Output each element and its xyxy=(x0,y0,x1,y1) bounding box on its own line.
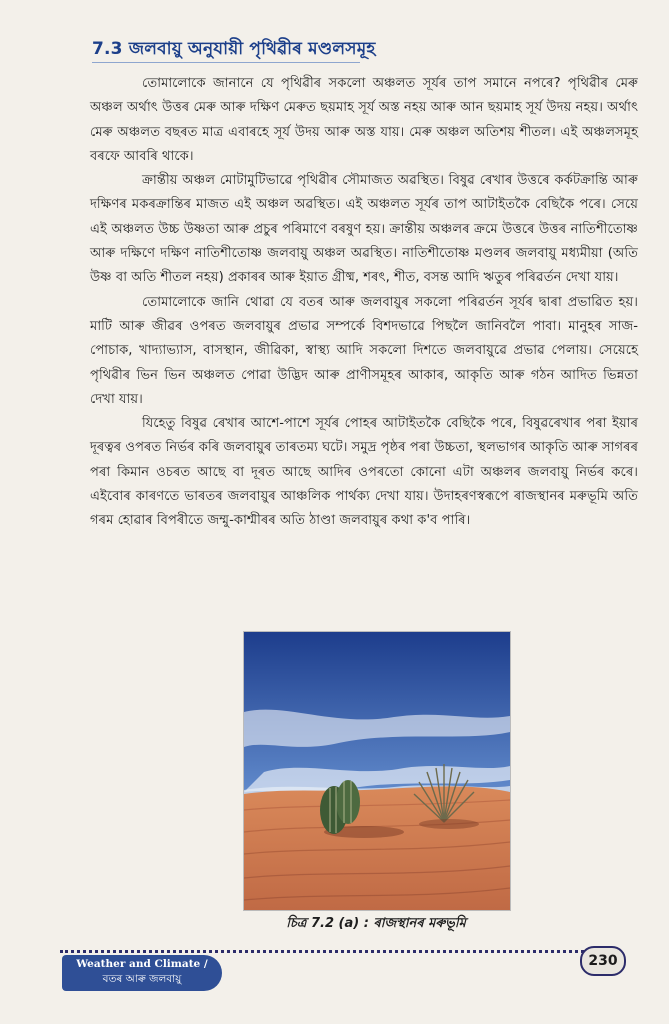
paragraph: তোমালোকে জানি থোৱা যে বতৰ আৰু জলবায়ুৰ সকলো পৰিৱৰ্তন সূৰ্যৰ দ্বাৰা প্ৰভাৱিত হয়। মাটি আৰু জীৱৰ ওপৰত জলবায়ুৰ প্ৰভাৱ সম্পৰ্কে বিশদভাৱে পিছলৈ জানিবলৈ পাবা। মানুহৰ সাজ-পোচাক, খাদ্যাভ্যাস, বাসস্থান, জীৱিকা, স্বাস্থ্য আদি সকলো দিশতে জলবায়ুৱে প্ৰভাৱ পেলায়। সেয়েহে পৃথিৱীৰ ভিন ভিন অঞ্চলত পোৱা উদ্ভিদ আৰু প্ৰাণীসমূহৰ আকাৰ, আকৃতি আৰু গঠন আদিত ভিন্নতা দেখা যায়। xyxy=(90,294,638,407)
body-text xyxy=(90,72,638,534)
desert-illustration xyxy=(244,632,510,910)
heading-underline xyxy=(92,62,360,63)
figure-caption: চিত্ৰ 7.2 (a) : ৰাজস্থানৰ মৰুভূমি xyxy=(286,916,466,931)
section-heading: 7.3 জলবায়ু অনুযায়ী পৃথিৱীৰ মণ্ডলসমূহ xyxy=(92,39,376,59)
paragraph: যিহেতু বিষুৱ ৰেখাৰ আশে-পাশে সূৰ্যৰ পোহৰ আটাইতকৈ বেছিকৈ পৰে, বিষুৱৰেখাৰ পৰা ইয়াৰ দূৰত্বৰ ওপৰত নিৰ্ভৰ কৰি জলবায়ুৰ তাৰতম্য ঘটে। সমুদ্ৰ পৃষ্ঠৰ পৰা উচ্চতা, স্থলভাগৰ আকৃতি আৰু সাগৰৰ পৰা কিমান ওচৰত আছে বা দূৰত আছে আদিৰ ওপৰতো কোনো এটা অঞ্চলৰ জলবায়ু নিৰ্ভৰ কৰে। এইবোৰ কাৰণতে ভাৰতৰ জলবায়ুৰ আঞ্চলিক পাৰ্থক্য দেখা যায়। উদাহৰণস্বৰূপে ৰাজস্থানৰ মৰুভূমি অতি গৰম হোৱাৰ বিপৰীতে জম্মু-কাশ্মীৰৰ অতি ঠাণ্ডা জলবায়ুৰ কথা ক'ব পাৰি। xyxy=(90,416,638,529)
footer-divider xyxy=(60,950,620,953)
paragraph: তোমালোকে জানানে যে পৃথিৱীৰ সকলো অঞ্চলত সূৰ্যৰ তাপ সমানে নপৰে? পৃথিৱীৰ মেৰু অঞ্চল অৰ্থাৎ উত্তৰ মেৰু আৰু দক্ষিণ মেৰুত ছয়মাহ সূৰ্য অস্ত নহয় আৰু আন ছয়মাহ সূৰ্য উদয় নহয়। অৰ্থাৎ মেৰু অঞ্চলত বছৰত মাত্ৰ এবাৰহে সূৰ্য উদয় আৰু অস্ত যায়। মেৰু অঞ্চল অতিশয় শীতল। এই অঞ্চলসমূহ বৰফে আবৰি থাকে। xyxy=(90,76,638,164)
chapter-title-assamese: বতৰ আৰু জলবায়ু xyxy=(102,973,182,985)
page-number: 230 xyxy=(580,946,626,976)
chapter-label xyxy=(62,955,222,991)
chapter-title-english: Weather and Climate / xyxy=(76,958,208,970)
paragraph: ক্ৰান্তীয় অঞ্চল মোটামুটিভাৱে পৃথিৱীৰ সৌমাজত অৱস্থিত। বিষুৱ ৰেখাৰ উত্তৰে কৰ্কটক্ৰান্তি আৰু দক্ষিণৰ মকৰক্ৰান্তিৰ মাজত এই অঞ্চল অৱস্থিত। এই অঞ্চলত সূৰ্যৰ তাপ আটাইতকৈ বেছিকৈ পৰে। সেয়ে এই অঞ্চলত উচ্চ উষ্ণতা আৰু প্ৰচুৰ পৰিমাণে বৰষুণ হয়। ক্ৰান্তীয় অঞ্চলৰ ক্ৰমে উত্তৰে উত্তৰ নাতিশীতোষ্ণ আৰু দক্ষিণে দক্ষিণ নাতিশীতোষ্ণ জলবায়ু অঞ্চল অৱস্থিত। নাতিশীতোষ্ণ মণ্ডলৰ জলবায়ু মধ্যমীয়া (অতি উষ্ণ বা অতি শীতল নহয়) প্ৰকাৰৰ আৰু ইয়াত গ্ৰীষ্ম, শৰৎ, শীত, বসন্ত আদি ঋতুৰ পৰিৱৰ্তন দেখা যায়। xyxy=(90,173,638,286)
desert-photo xyxy=(243,631,511,911)
